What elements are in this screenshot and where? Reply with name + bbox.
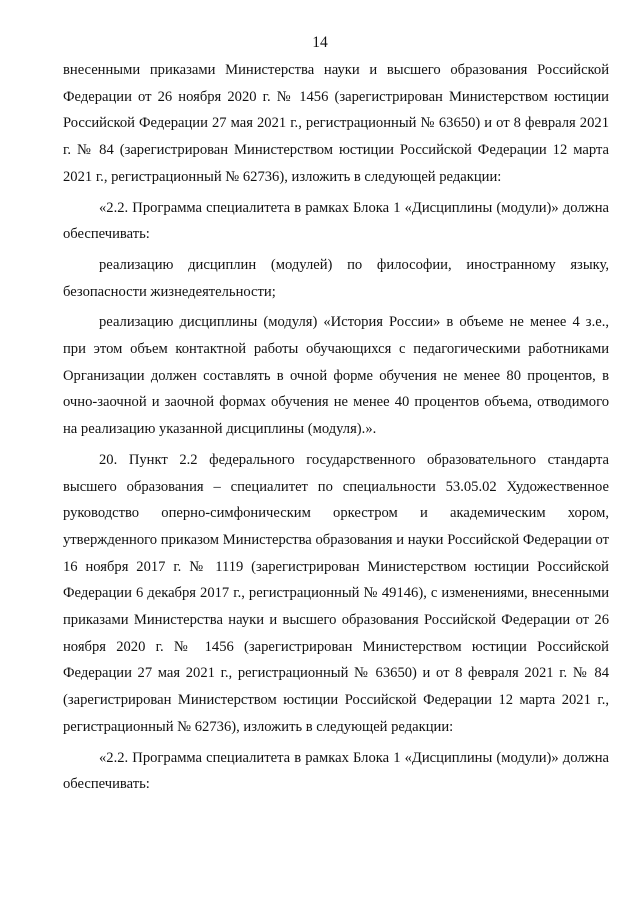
paragraph-history-of-russia: реализацию дисциплины (модуля) «История России» в объеме не менее 4 з.е., при этом объем контактной работы обучающихся с педагогическими работниками Организации должен составлять в очной форме обучения не менее 80 процентов, в очно-заочной и заочной формах обучения не менее 40 процентов объема, отводимого на реализацию указанной дисциплины (модуля).».	[63, 314, 609, 438]
paragraph-quote-2-2-repeat: «2.2. Программа специалитета в рамках Блока 1 «Дисциплины (модули)» должна обеспечивать:	[63, 749, 609, 793]
document-body	[63, 57, 609, 798]
paragraph-item-20: 20. Пункт 2.2 федерального государственного образовательного стандарта высшего образования – специалитет по специальности 53.05.02 Художественное руководство оперно-симфоническим оркестром и академическим хором, утвержденного приказом Министерства образования и науки Российской Федерации от 16 ноября 2017 г. № 1119 (зарегистрирован Министерством юстиции Российской Федерации 6 декабря 2017 г., регистрационный № 49146), с изменениями, внесенными приказами Министерства науки и высшего образования Российской Федерации от 26 ноября 2020 г. № 1456 (зарегистрирован Министерством юстиции Российской Федерации 27 мая 2021 г., регистрационный № 63650) и от 8 февраля 2021 г. № 84 (зарегистрирован Министерством юстиции Российской Федерации 12 марта 2021 г., регистрационный № 62736), изложить в следующей редакции:	[63, 451, 609, 735]
paragraph-disciplines: реализацию дисциплин (модулей) по философии, иностранному языку, безопасности жизнедеятельности;	[63, 256, 609, 300]
paragraph-quote-2-2: «2.2. Программа специалитета в рамках Блока 1 «Дисциплины (модули)» должна обеспечивать:	[63, 199, 609, 243]
page-number: 14	[312, 34, 328, 51]
paragraph-continuation: внесенными приказами Министерства науки и высшего образования Российской Федерации от 26 ноября 2020 г. № 1456 (зарегистрирован Министерством юстиции Российской Федерации 27 мая 2021 г., регистрационный № 63650) и от 8 февраля 2021 г. № 84 (зарегистрирован Министерством юстиции Российской Федерации 12 марта 2021 г., регистрационный № 62736), изложить в следующей редакции:	[63, 62, 609, 185]
